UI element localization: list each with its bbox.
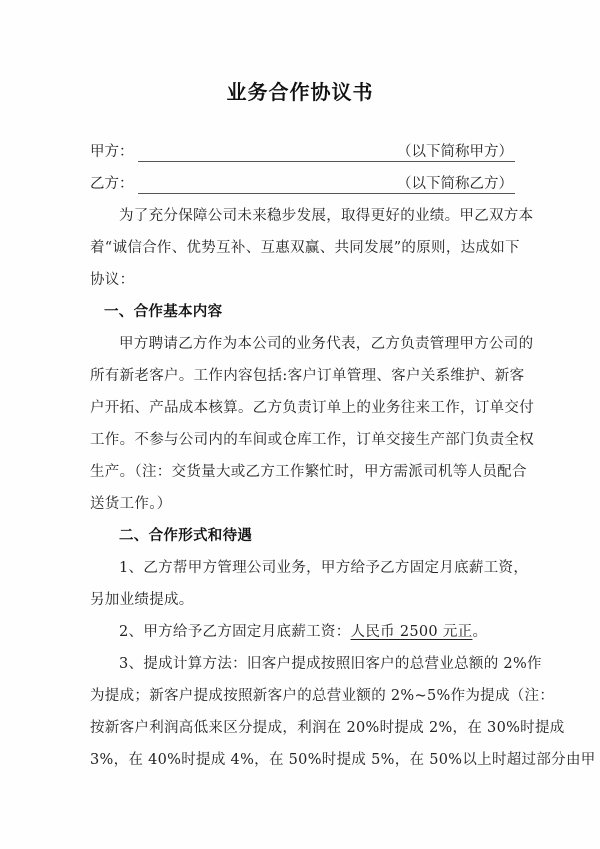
party-a-label: 甲方： bbox=[90, 144, 134, 160]
text-line: 1、乙方帮甲方管理公司业务，甲方给予乙方固定月底薪工资， bbox=[119, 560, 529, 576]
party-b-field bbox=[90, 172, 515, 196]
text-line: 为了充分保障公司未来稳步发展，取得更好的业绩。甲乙双方本 bbox=[119, 208, 534, 224]
party-b-note: （以下简称乙方） bbox=[397, 176, 513, 192]
section-1 bbox=[90, 296, 534, 520]
text-line: 送货工作。） bbox=[90, 496, 172, 512]
section-2 bbox=[90, 520, 596, 776]
text-line: 按新客户利润高低来区分提成，利润在 20%时提成 2%，在 30%时提成 bbox=[90, 720, 565, 736]
salary-prefix: 2、甲方给予乙方固定月底薪工资： bbox=[119, 624, 351, 640]
salary-suffix: 。 bbox=[472, 624, 488, 640]
text-line: 3、提成计算方法：旧客户提成按照旧客户的总营业总额的 2%作 bbox=[119, 656, 542, 672]
intro-paragraph bbox=[90, 200, 534, 296]
party-b-label: 乙方： bbox=[90, 176, 134, 192]
party-a-field bbox=[90, 140, 515, 164]
text-line: 所有新老客户。工作内容包括:客户订单管理、客户关系维护、新客 bbox=[90, 368, 525, 384]
text-line: 3%，在 40%时提成 4%，在 50%时提成 5%，在 50%以上时超过部分由甲 bbox=[90, 752, 596, 768]
text-line: 另加业绩提成。 bbox=[90, 592, 194, 608]
text-line: 甲方聘请乙方作为本公司的业务代表，乙方负责管理甲方公司的 bbox=[119, 336, 534, 352]
salary-amount: 人民币 2500 元正 bbox=[350, 624, 473, 640]
text-line: 工作。不参与公司内的车间或仓库工作，订单交接生产部门负责全权 bbox=[90, 432, 534, 448]
section-2-heading: 二、合作形式和待遇 bbox=[119, 527, 253, 544]
salary-line bbox=[90, 616, 515, 648]
text-line: 为提成；新客户提成按照新客户的总营业额的 2%~5%作为提成（注： bbox=[90, 688, 555, 704]
text-line: 着“诚信合作、优势互补、互惠双赢、共同发展”的原则，达成如下 bbox=[90, 240, 520, 256]
text-line: 户开拓、产品成本核算。乙方负责订单上的业务往来工作，订单交付 bbox=[90, 400, 534, 416]
text-line: 协议： bbox=[90, 272, 135, 288]
document-title: 业务合作协议书 bbox=[226, 80, 374, 104]
text-line: 生产。（注：交货量大或乙方工作繁忙时，甲方需派司机等人员配合 bbox=[90, 464, 527, 480]
section-1-heading: 一、合作基本内容 bbox=[104, 303, 223, 320]
party-a-note: （以下简称甲方） bbox=[397, 144, 513, 160]
